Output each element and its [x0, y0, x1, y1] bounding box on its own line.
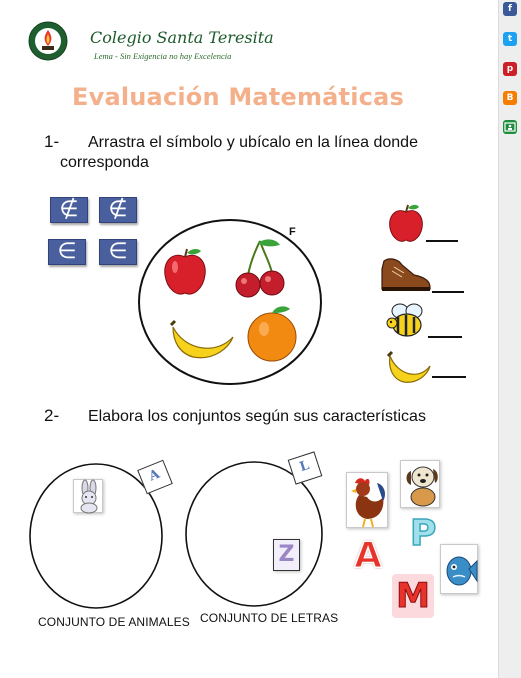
letters-set-tag: L — [288, 451, 323, 484]
answer-line-shoe[interactable] — [432, 291, 464, 293]
rooster-card[interactable] — [346, 472, 388, 528]
school-name: Colegio Santa Teresita — [90, 28, 274, 47]
letter-a-glyph: A — [354, 535, 382, 576]
letter-a-card[interactable] — [350, 534, 386, 578]
letter-z-glyph: Z — [274, 540, 299, 570]
animals-set-tag: A — [137, 460, 173, 495]
pinterest-icon[interactable]: p — [503, 62, 517, 76]
set-f-circle — [139, 220, 321, 384]
fish-card[interactable] — [440, 544, 478, 594]
answer-line-banana[interactable] — [432, 376, 466, 378]
apple-icon — [165, 249, 206, 294]
question-2-number: 2- — [44, 406, 60, 425]
question-1-text: Arrastra el símbolo y ubícalo en la línea donde corresponda — [60, 134, 418, 171]
page-title: Evaluación Matemáticas — [72, 83, 404, 111]
letter-p-glyph: P — [410, 513, 437, 554]
banana-icon — [388, 350, 432, 384]
twitter-icon[interactable]: t — [503, 32, 517, 46]
dog-card[interactable] — [400, 460, 440, 508]
not-element-symbol-tile[interactable]: ∉ — [99, 197, 137, 223]
blogger-icon[interactable]: B — [503, 91, 517, 105]
cherries-icon — [236, 239, 284, 297]
letter-m-card[interactable] — [392, 574, 434, 618]
element-symbol-tile[interactable]: ∈ — [48, 239, 86, 265]
letter-z-card[interactable] — [273, 539, 300, 571]
element-symbol-tile[interactable]: ∈ — [99, 239, 137, 265]
classroom-icon-glyph — [503, 120, 517, 134]
letters-set-label: CONJUNTO DE LETRAS — [200, 611, 339, 625]
rabbit-card[interactable] — [73, 479, 103, 513]
bee-icon — [386, 301, 428, 341]
apple-icon — [388, 204, 428, 244]
school-motto: Lema - Sin Exigencia no hay Excelencia — [94, 51, 232, 61]
set-f-diagram — [136, 217, 326, 387]
shoe-icon — [380, 255, 432, 293]
school-crest-logo — [28, 18, 68, 64]
animals-set-label: CONJUNTO DE ANIMALES — [38, 615, 190, 629]
share-sidebar — [498, 0, 521, 678]
answer-line-apple[interactable] — [426, 240, 458, 242]
facebook-icon[interactable]: f — [503, 2, 517, 16]
not-element-symbol-tile[interactable]: ∉ — [50, 197, 88, 223]
letter-m-glyph: M — [392, 574, 434, 618]
set-f-label: F — [289, 226, 296, 238]
classroom-icon[interactable] — [503, 120, 517, 134]
banana-icon — [171, 321, 233, 358]
question-2-text: Elabora los conjuntos según sus características — [88, 408, 426, 425]
question-1-number: 1- — [44, 132, 60, 151]
answer-line-bee[interactable] — [428, 336, 462, 338]
letter-p-card[interactable] — [410, 513, 437, 554]
orange-icon — [248, 306, 296, 361]
